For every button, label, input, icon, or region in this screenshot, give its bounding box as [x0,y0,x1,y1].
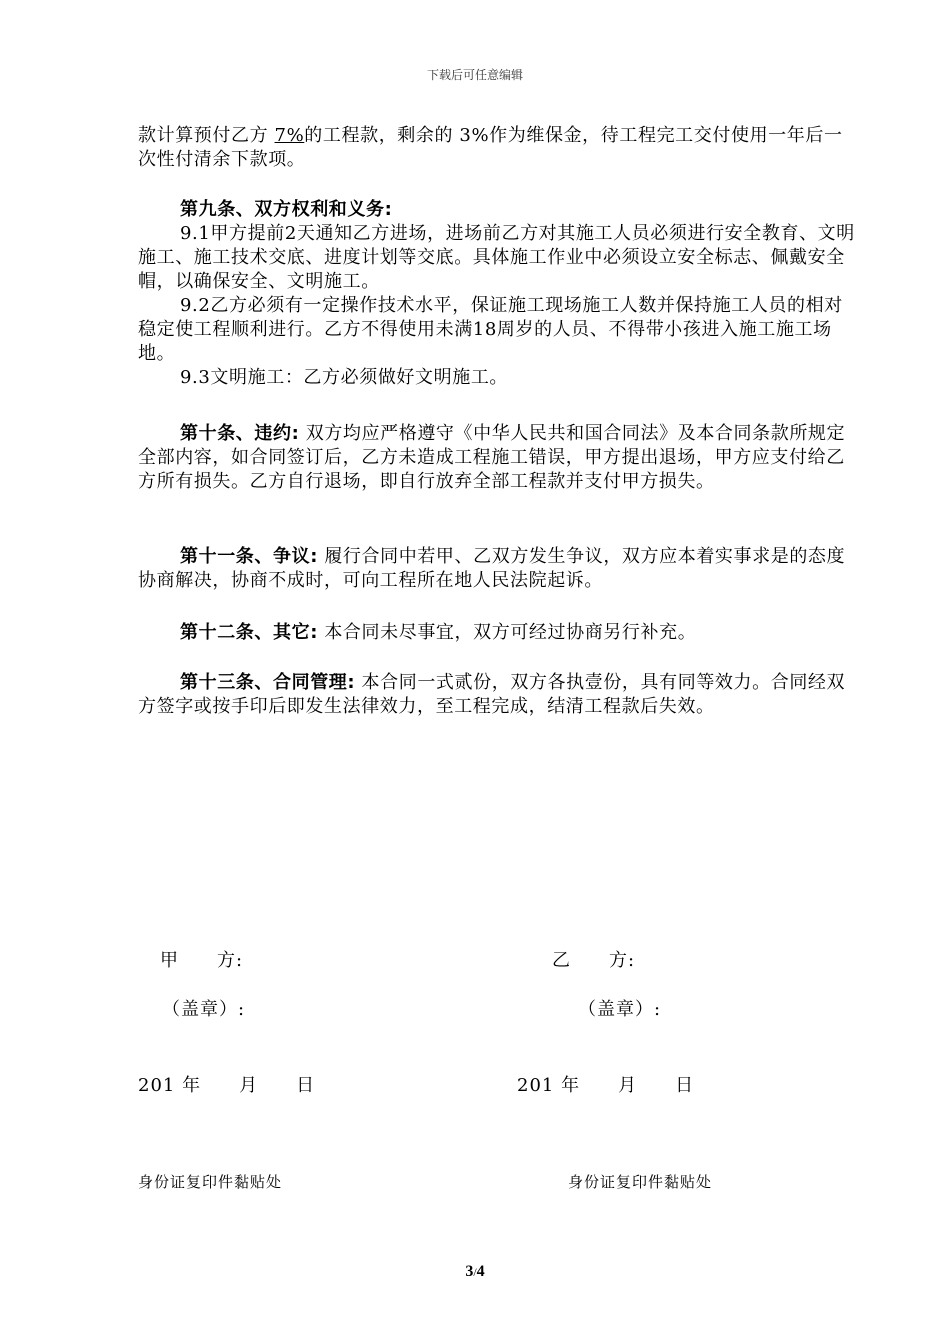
article-12 [138,621,860,645]
article-11-text: 履行合同中若甲、乙双方发生争议，双方应本着实事求是的态度协商解决，协商不成时，可向工程所在地人民法院起诉。 [138,546,846,591]
article-9-title: 第九条、双方权利和义务: [180,199,393,220]
party-a-id-copy-area: 身份证复印件黏贴处 [138,1173,283,1191]
article-9 [138,198,860,390]
page-number [0,1263,950,1281]
total-pages: 4 [476,1263,485,1280]
party-b-label: 乙 方: [552,950,636,971]
article-9-clause-3: 9.3文明施工：乙方必须做好文明施工。 [180,367,509,388]
article-10-text: 双方均应严格遵守《中华人民共和国合同法》及本合同条款所规定全部内容，如合同签订后，乙方未造成工程施工错误，甲方提出退场，甲方应支付给乙方所有损失。乙方自行退场，即自行放弃全部工程款并支付甲方损失。 [138,423,846,492]
current-page: 3 [465,1263,474,1280]
article-12-text: 本合同未尽事宜，双方可经过协商另行补充。 [324,622,697,643]
page-header: 下载后可任意编辑 [426,68,523,82]
intro-underlined-percent: 7% [274,125,305,146]
article-11-title: 第十一条、争议: [180,546,318,567]
party-a-label: 甲 方: [160,950,244,971]
intro-text-post: 的工程款，剩余的 3%作为维保金，待工程完工交付使用一年后一次性付清余下款项。 [138,125,843,170]
article-10-title: 第十条、违约: [180,423,300,444]
party-b-id-copy-area: 身份证复印件黏贴处 [568,1173,713,1191]
intro-paragraph [138,124,860,172]
article-13 [138,671,860,719]
article-9-clause-2: 9.2乙方必须有一定操作技术水平，保证施工现场施工人数并保持施工人员的相对稳定使工程顺利进行。乙方不得使用未满18周岁的人员、不得带小孩进入施工施工场地。 [138,295,843,364]
article-11 [138,545,860,593]
article-9-clause-1: 9.1甲方提前2天通知乙方进场，进场前乙方对其施工人员必须进行安全教育、文明施工、施工技术交底、进度计划等交底。具体施工作业中必须设立安全标志、佩戴安全帽，以确保安全、文明施工。 [138,223,855,292]
article-12-title: 第十二条、其它: [180,622,318,643]
intro-text-pre: 款计算预付乙方 [138,125,275,146]
article-13-title: 第十三条、合同管理: [180,672,356,693]
article-10 [138,422,860,494]
party-b-seal: （盖章）: [578,999,662,1020]
party-a-seal: （盖章）: [162,999,246,1020]
party-a-date: 201 年 月 日 [138,1075,316,1096]
article-13-text: 本合同一式贰份，双方各执壹份，具有同等效力。合同经双方签字或按手印后即发生法律效力，至工程完成，结清工程款后失效。 [138,672,846,717]
page-separator: / [473,1265,477,1279]
party-b-date: 201 年 月 日 [517,1075,695,1096]
